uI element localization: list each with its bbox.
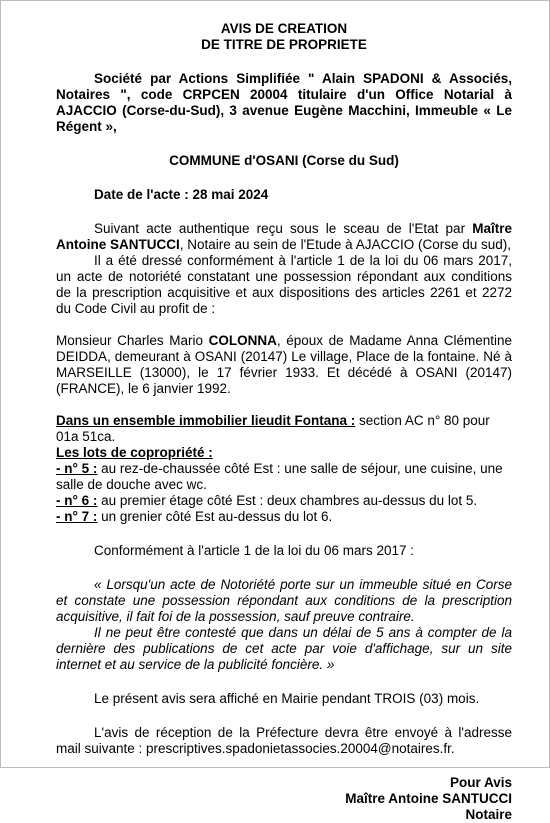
ensemble-text: section AC n° 80 pour 01a 51ca.: [56, 413, 490, 444]
beneficiary-text-2: , époux de Madame Anna Clémentine DEIDDA, demeurant à OSANI (20147) Le village, Place de la fontaine. Né à MARSEILLE (13000), le 17 février 1933. Et décédé à OSANI (20147) (FRANCE), le 6 janvier 1992.: [56, 333, 512, 396]
lot-item: [56, 509, 512, 525]
affichage-line: Le présent avis sera affiché en Mairie pendant TROIS (03) mois.: [94, 691, 480, 706]
title-line-1: AVIS DE CREATION: [220, 21, 348, 36]
lot-number: - n° 7 :: [56, 509, 98, 524]
lot-item: [56, 461, 512, 493]
signature-pour-avis: Pour Avis: [449, 775, 512, 790]
conformement-line: Conformément à l'article 1 de la loi du 06 mars 2017 :: [94, 543, 414, 558]
acte-text-1: Suivant acte authentique reçu sous le sceau de l'Etat par: [94, 221, 473, 236]
signature-name: Maître Antoine SANTUCCI: [345, 791, 512, 806]
commune-heading: COMMUNE d'OSANI (Corse du Sud): [169, 153, 399, 168]
lots-heading: Les lots de copropriété :: [56, 445, 213, 460]
lot-description: un grenier côté Est au-dessus du lot 6.: [97, 509, 333, 524]
lot-item: [56, 493, 512, 509]
lot-number: - n° 6 :: [56, 493, 98, 508]
date-acte: Date de l'acte : 28 mai 2024: [94, 187, 269, 202]
beneficiary-text-1: Monsieur Charles Mario: [56, 333, 209, 348]
lot-description: au rez-de-chaussée côté Est : une salle de séjour, une cuisine, une salle de douche avec wc.: [56, 461, 503, 492]
quote-paragraph-1: « Lorsqu'un acte de Notoriété porte sur un immeuble situé en Corse et constate une possession répondant aux conditions de la prescription acquisitive, il fait foi de la possession, sauf preuve contraire.: [56, 577, 512, 624]
document-body: [56, 21, 512, 823]
quote-paragraph-2: Il ne peut être contesté que dans un délai de 5 ans à compter de la dernière des publications de cet acte par voie d'affichage, sur un site internet et au service de la publicité foncière. »: [56, 625, 512, 672]
notaire-name: Maître Antoine SANTUCCI: [56, 221, 512, 252]
notoriete-paragraph: Il a été dressé conformément à l'article 1 de la loi du 06 mars 2017, un acte de notoriété constatant une possession répondant aux conditions de la prescription acquisitive et aux dispositions des articles 2261 et 2272 du Code Civil au profit de :: [56, 253, 512, 316]
title-line-2: DE TITRE DE PROPRIETE: [201, 37, 367, 52]
beneficiary-paragraph: [56, 333, 512, 397]
acte-text-2: , Notaire au sein de l'Etude à AJACCIO (Corse du sud),: [179, 237, 511, 252]
reception-paragraph: L'avis de réception de la Préfecture devra être envoyé à l'adresse mail suivante : prescriptives.spadonietassocies.20004@notaires.fr.: [56, 725, 512, 756]
ensemble-paragraph: [56, 413, 512, 445]
ensemble-label: Dans un ensemble immobilier lieudit Fontana :: [56, 413, 356, 428]
lot-number: - n° 5 :: [56, 461, 98, 476]
lot-description: au premier étage côté Est : deux chambres au-dessus du lot 5.: [97, 493, 478, 508]
beneficiary-surname: COLONNA: [208, 333, 277, 348]
signature-title: Notaire: [465, 807, 512, 822]
intro-paragraph: Société par Actions Simplifiée " Alain SPADONI & Associés, Notaires ", code CRPCEN 20004 titulaire d'un Office Notarial à AJACCIO (Corse-du-Sud), 3 avenue Eugène Macchini, Immeuble « Le Régent »,: [56, 71, 512, 134]
acte-paragraph: [56, 221, 512, 253]
